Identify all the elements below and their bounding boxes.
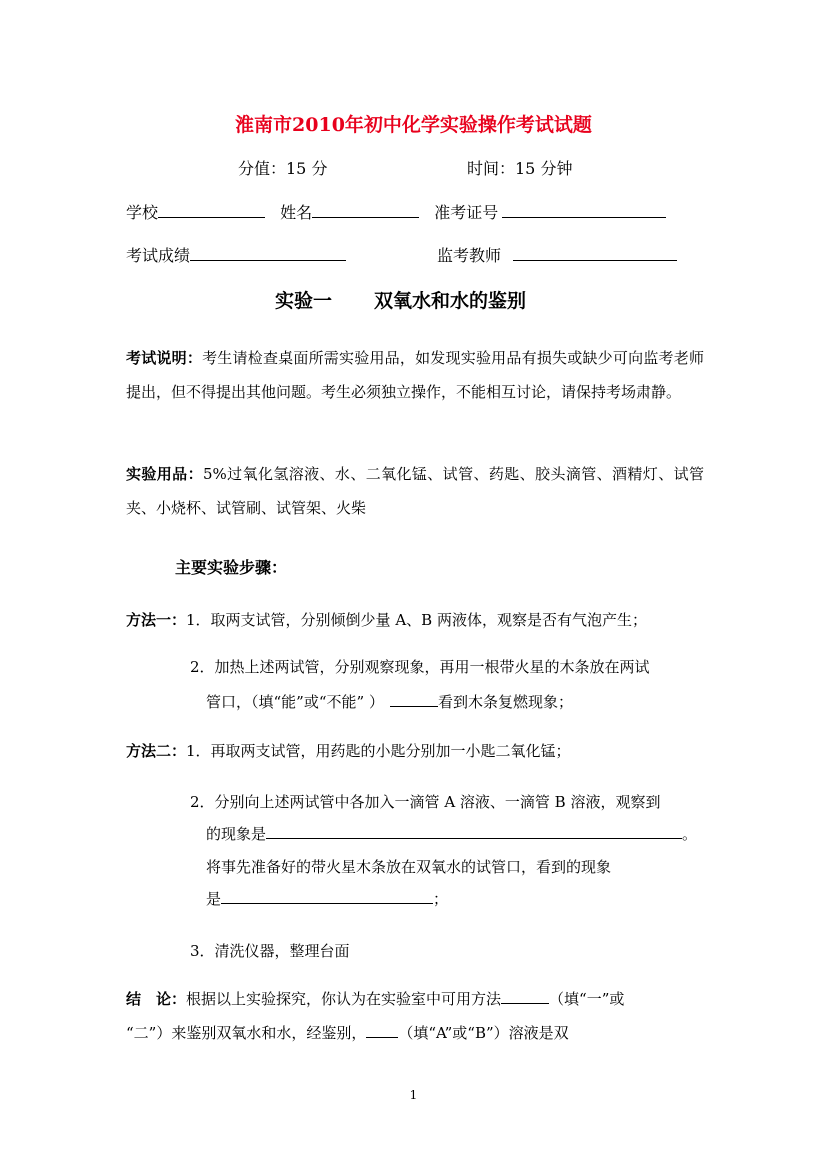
method2-label: 方法二： <box>126 742 187 760</box>
conclusion-line2 <box>126 1022 569 1043</box>
method1-answer-blank[interactable] <box>390 692 438 707</box>
method1-step2-prompt: 管口，（填“能”或“不能” ） <box>206 693 384 711</box>
proctor-field <box>437 243 677 266</box>
result-label: 考试成绩 <box>126 246 191 265</box>
page-number: 1 <box>409 1088 418 1102</box>
conclusion-text2: “二”）来鉴别双氧水和水，经鉴别， <box>126 1024 367 1042</box>
name-blank[interactable] <box>312 203 419 218</box>
method2-step1: 1．再取两支试管，用药匙的小匙分别加一小匙二氧化锰； <box>186 742 571 760</box>
result-field <box>126 243 346 266</box>
conclusion-line1 <box>126 988 624 1009</box>
conclusion-text1-suffix: （填“一”或 <box>549 990 625 1008</box>
conclusion-label: 结 论： <box>126 990 187 1008</box>
score-label: 分值：15 分 <box>238 159 328 178</box>
method1-step1-line <box>126 609 647 630</box>
experiment-number: 实验一 <box>275 290 333 312</box>
method2-step2-prompt: 的现象是 <box>206 825 267 843</box>
method2-step2-end2: ； <box>433 890 449 908</box>
method2-step1-line <box>126 740 571 761</box>
steps-heading: 主要实验步骤： <box>175 558 288 577</box>
materials-label: 实验用品： <box>126 465 203 483</box>
exam-id-label: 准考证号 <box>434 203 499 222</box>
method2-step2-prompt2: 是 <box>206 890 222 908</box>
school-label: 学校 <box>126 203 159 222</box>
proctor-label: 监考教师 <box>437 246 502 265</box>
instructions-text: 考生请检查桌面所需实验用品，如发现实验用品有损失或缺少可向监考老师提出，但不得提出其他问题。考生必须独立操作，不能相互讨论，请保持考场肃静。 <box>126 349 704 401</box>
result-blank[interactable] <box>190 246 346 261</box>
materials-paragraph <box>126 457 704 525</box>
school-blank[interactable] <box>158 203 265 218</box>
method1-step2-line2 <box>206 691 573 712</box>
method1-label: 方法一： <box>126 611 187 629</box>
materials-text: 5%过氧化氢溶液、水、二氧化锰、试管、药匙、胶头滴管、酒精灯、试管夹、小烧杯、试管刷、试管架、火柴 <box>126 465 704 517</box>
method1-step2-suffix: 看到木条复燃现象； <box>437 693 573 711</box>
exam-id-blank[interactable] <box>502 203 666 218</box>
exam-title: 淮南市2010年初中化学实验操作考试试题 <box>235 114 592 136</box>
time-label: 时间：15 分钟 <box>467 159 573 178</box>
method2-step2-line2 <box>206 823 697 844</box>
name-label: 姓名 <box>280 203 313 222</box>
conclusion-text2-suffix: （填“A”或“B”）溶液是双 <box>398 1024 569 1042</box>
method2-step2-end: 。 <box>682 825 698 843</box>
instructions-paragraph <box>126 341 704 409</box>
experiment-name: 双氧水和水的鉴别 <box>374 290 527 312</box>
method2-observation-blank[interactable] <box>266 824 682 839</box>
method2-step2-line3: 将事先准备好的带火星木条放在双氧水的试管口，看到的现象 <box>206 858 612 876</box>
conclusion-solution-blank[interactable] <box>366 1023 398 1038</box>
method1-step2-line1: 2．加热上述两试管，分别观察现象，再用一根带火星的木条放在两试 <box>190 658 650 676</box>
method2-phenomenon-blank[interactable] <box>221 889 433 904</box>
instructions-label: 考试说明： <box>126 349 203 367</box>
method2-step3: 3．清洗仪器，整理台面 <box>190 942 350 960</box>
method1-step1: 1．取两支试管，分别倾倒少量 A、B 两液体，观察是否有气泡产生； <box>186 611 647 629</box>
method2-step2-line1: 2．分别向上述两试管中各加入一滴管 A 溶液、一滴管 B 溶液，观察到 <box>190 793 661 811</box>
conclusion-text1: 根据以上实验探究，你认为在实验室中可用方法 <box>186 990 502 1008</box>
proctor-blank[interactable] <box>513 246 677 261</box>
school-field <box>126 200 666 223</box>
method2-step2-line4 <box>206 888 448 909</box>
conclusion-method-blank[interactable] <box>501 989 549 1004</box>
